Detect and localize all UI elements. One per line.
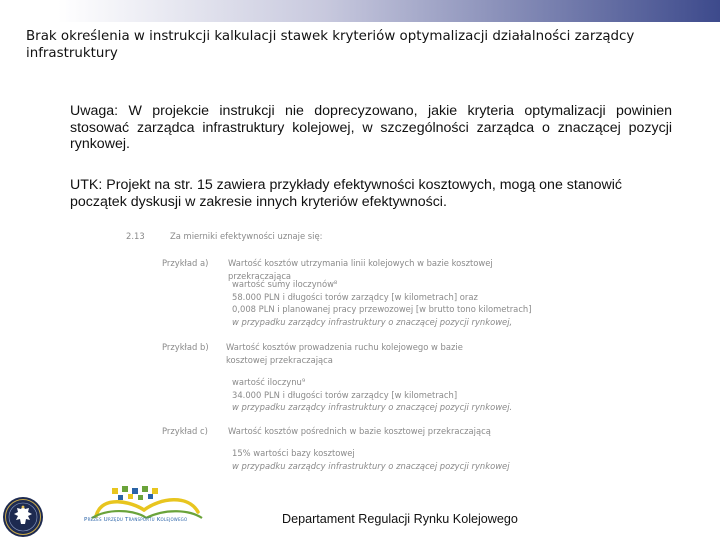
document-excerpt <box>126 230 546 480</box>
example-a-label: Przykład a) <box>162 258 209 268</box>
note-text: W projekcie instrukcji nie doprecyzowano, jakie kryteria optymalizacji powinien stosować zarządca infrastruktury kolejowej, w szczególności zarządca o znaczącej pozycji rynkowej. <box>70 103 672 152</box>
excerpt-section-number: 2.13 <box>126 231 145 241</box>
example-a-line: 58.000 PLN i długości torów zarządcy [w kilometrach] oraz <box>232 291 478 302</box>
example-c-body: Wartość kosztów pośrednich w bazie kosztowej przekraczającą <box>228 426 491 436</box>
example-a-line: wartość sumy iloczynów⁸ <box>232 279 338 289</box>
example-c-line: 15% wartości bazy kosztowej <box>232 448 355 458</box>
example-b-body: Wartość kosztów prowadzenia ruchu kolejowego w bazie kosztowej przekraczająca <box>226 342 463 365</box>
utk-paragraph <box>70 177 672 210</box>
example-b-line: w przypadku zarządcy infrastruktury o znaczącej pozycji rynkowej. <box>232 402 513 413</box>
example-c-label: Przykład c) <box>162 426 208 436</box>
example-b-details <box>232 376 532 414</box>
utk-logo-text: Prezes Urzędu Transportu Kolejowego <box>84 517 188 523</box>
footer-department: Departament Regulacji Rynku Kolejowego <box>282 512 518 526</box>
utk-text: Projekt na str. 15 zawiera przykłady efektywności kosztowych, mogą one stanowić początek dyskusji w zakresie innych kryteriów efektywności. <box>70 177 622 210</box>
example-b-line: 34.000 PLN i długości torów zarządcy [w kilometrach] <box>232 389 458 400</box>
note-paragraph <box>70 103 672 153</box>
example-b-line: wartość iloczynu⁹ <box>232 377 306 387</box>
example-a-line: 0,008 PLN i planowanej pracy przewozowej [w brutto tono kilometrach] <box>232 304 532 315</box>
example-b-label: Przykład b) <box>162 342 209 352</box>
example-a-details <box>232 278 532 328</box>
example-a-line: w przypadku zarządcy infrastruktury o znaczącej pozycji rynkowej, <box>232 316 513 327</box>
slide-title: Brak określenia w instrukcji kalkulacji stawek kryteriów optymalizacji działalności zarządcy infrastruktury <box>26 29 635 61</box>
example-c-line: w przypadku zarządcy infrastruktury o znaczącej pozycji rynkowej <box>232 460 510 471</box>
note-label: Uwaga: <box>70 103 119 119</box>
utk-label: UTK: <box>70 177 103 193</box>
title-bar-gradient <box>0 0 720 22</box>
example-c-details <box>232 447 532 472</box>
example-a-body: Wartość kosztów utrzymania linii kolejowych w bazie kosztowej przekraczająca <box>228 258 493 281</box>
polish-eagle-emblem-icon <box>2 496 44 538</box>
excerpt-heading: Za mierniki efektywności uznaje się: <box>170 231 323 241</box>
